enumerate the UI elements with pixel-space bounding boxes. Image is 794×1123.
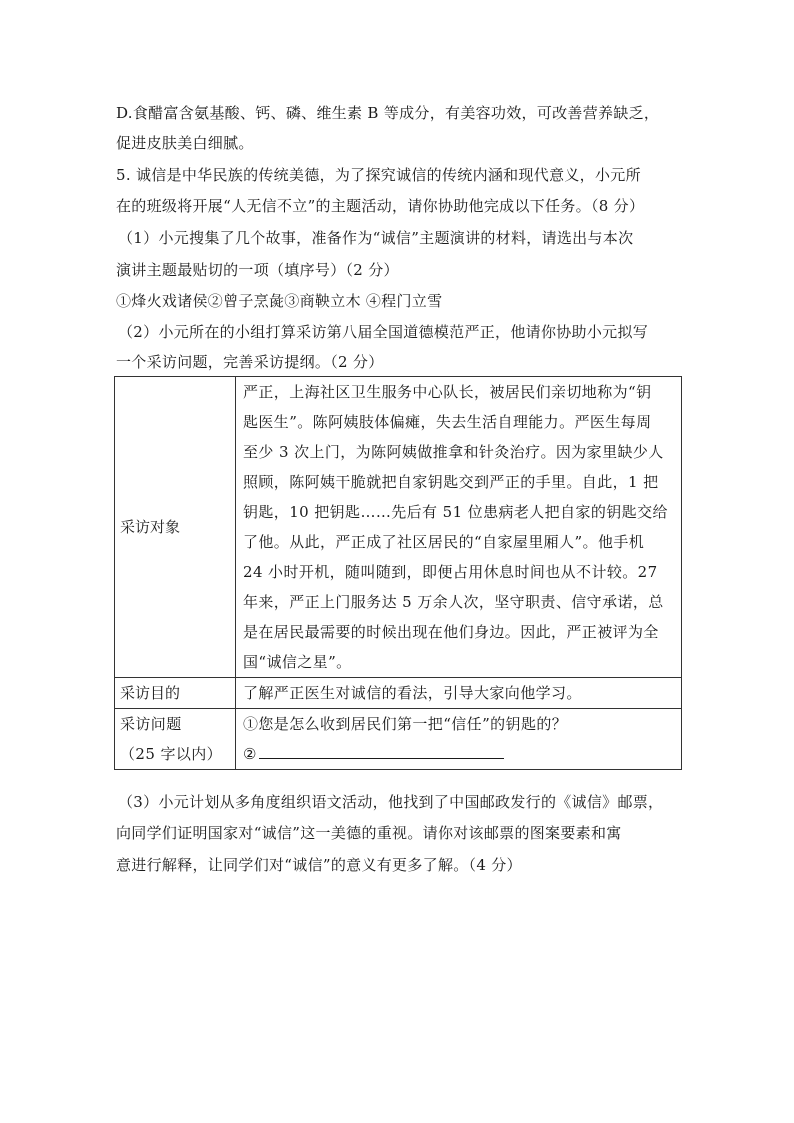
target-content-line: 年来，严正上门服务达 5 万余人次，坚守职责、信守承诺，总: [243, 593, 664, 611]
target-content-line: 钥匙，10 把钥匙……先后有 51 位患病老人把自家的钥匙交给: [243, 503, 668, 521]
interview-purpose-label: 采访目的: [115, 678, 236, 709]
table-row-target: [115, 377, 682, 678]
interview-question-label: [115, 709, 236, 770]
option-d-line-1: D.食醋富含氨基酸、钙、磷、维生素 B 等成分，有美容功效，可改善营养缺乏，: [116, 104, 660, 122]
question-label-line-1: 采访问题: [120, 715, 182, 733]
target-content-line: 是在居民最需要的时候出现在他们身边。因此，严正被评为全: [243, 623, 659, 641]
interview-question-content: [236, 709, 682, 770]
subquestion-3-line-1: （3）小元计划从多角度组织语文活动，他找到了中国邮政发行的《诚信》邮票，: [118, 793, 664, 811]
target-content-line: 严正，上海社区卫生服务中心队长，被居民们亲切地称为“钥: [243, 383, 652, 401]
table-row-questions: [115, 709, 682, 770]
table-row-purpose: [115, 678, 682, 709]
subquestion-1-line-1: （1）小元搜集了几个故事，准备作为“诚信”主题演讲的材料，请选出与本次: [118, 229, 634, 247]
interview-target-content: [236, 377, 682, 678]
subquestion-1-line-2: 演讲主题最贴切的一项（填序号）（2 分）: [116, 261, 399, 279]
question-5-line-2: 在的班级将开展“人无信不立”的主题活动，请你协助他完成以下任务。（8 分）: [116, 197, 645, 215]
interview-question-2-row: [243, 739, 679, 769]
subquestion-2-line-1: （2）小元所在的小组打算采访第八届全国道德模范严正，他请你协助小元拟写: [118, 323, 649, 341]
target-content-line: 照顾，陈阿姨干脆就把自家钥匙交到严正的手里。自此，1 把: [243, 473, 659, 491]
interview-question-2-prefix: ②: [243, 745, 257, 763]
target-content-line: 匙医生”。陈阿姨肢体偏瘫，失去生活自理能力。严医生每周: [243, 413, 652, 431]
interview-outline-table: [114, 376, 682, 770]
interview-purpose-content: [236, 678, 682, 709]
subquestion-3-line-2: 向同学们证明国家对“诚信”这一美德的重视。请你对该邮票的图案要素和寓: [116, 824, 622, 842]
subquestion-3-line-3: 意进行解释，让同学们对“诚信”的意义有更多了解。（4 分）: [116, 856, 522, 874]
interview-question-1: ①您是怎么收到居民们第一把“信任”的钥匙的？: [243, 715, 568, 733]
answer-blank-line[interactable]: [259, 740, 504, 759]
target-content-line: 国“诚信之星”。: [243, 653, 352, 671]
target-content-line: 24 小时开机，随叫随到，即便占用休息时间也从不计较。27: [243, 563, 658, 581]
target-content-line: 至少 3 次上门，为陈阿姨做推拿和针灸治疗。因为家里缺少人: [243, 443, 664, 461]
purpose-content-line: 了解严正医生对诚信的看法，引导大家向他学习。: [243, 684, 582, 702]
question-label-line-2: （25 字以内）: [120, 745, 223, 763]
target-content-line: 了他。从此，严正成了社区居民的“自家屋里厢人”。他手机: [243, 533, 645, 551]
option-d-line-2: 促进皮肤美白细腻。: [116, 134, 254, 152]
question-5-line-1: 5. 诚信是中华民族的传统美德，为了探究诚信的传统内涵和现代意义，小元所: [116, 166, 641, 184]
interview-target-label: 采访对象: [115, 377, 236, 678]
story-options: ①烽火戏诸侯②曾子烹彘③商鞅立木 ④程门立雪: [116, 292, 443, 310]
subquestion-2-line-2: 一个采访问题，完善采访提纲。（2 分）: [116, 353, 384, 371]
